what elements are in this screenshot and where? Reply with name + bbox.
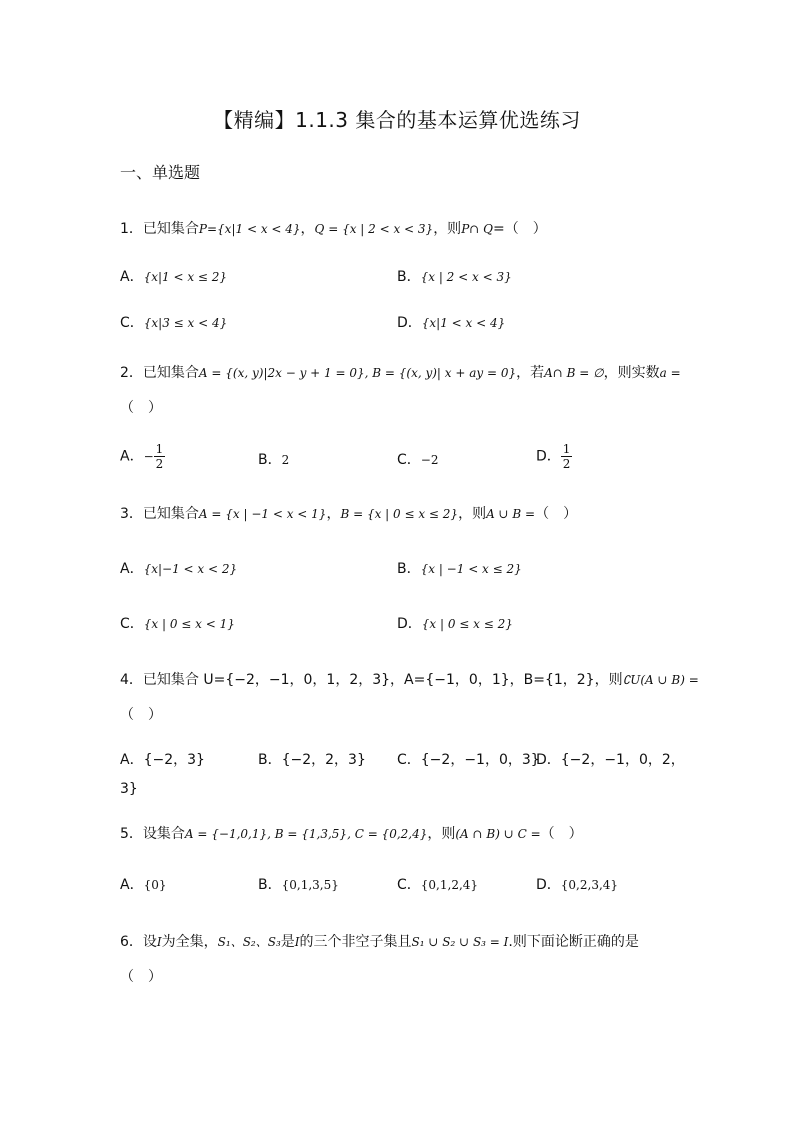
q1-option-b-label: B． [397, 269, 421, 285]
q1-option-d-value: {x|1 < x < 4} [421, 316, 506, 330]
q5-option-d-label: D． [536, 877, 561, 893]
q1-set-q: Q = {x | 2 < x < 3} [314, 222, 434, 236]
q1-expr: P∩ Q [461, 222, 493, 236]
q4-option-a[interactable]: A．{−2，3} [120, 752, 205, 768]
q6-text-3: 的三个非空子集且 [299, 934, 412, 950]
q4-option-b[interactable]: B．{−2，2，3} [258, 752, 366, 768]
q1-option-c-value: {x|3 ≤ x < 4} [143, 316, 228, 330]
q4-option-d-continued: 3} [120, 781, 138, 797]
q4-option-d[interactable]: D．{−2，−1，0，2， [536, 752, 685, 768]
q3-mid: ，则 [458, 506, 487, 522]
q6-prefix: 6．设 [120, 934, 157, 950]
q5-option-a-value: {0} [143, 878, 167, 892]
q3-prefix: 3．已知集合 [120, 506, 199, 522]
q2-prefix: 2．已知集合 [120, 365, 199, 381]
q2-paren: （ ） [120, 400, 162, 416]
q2-cond: A∩ B = ∅ [544, 366, 604, 380]
q1-option-a-value: {x|1 < x ≤ 2} [143, 270, 228, 284]
q3-option-d-value: {x | 0 ≤ x ≤ 2} [421, 617, 513, 631]
q5-option-b-value: {0,1,3,5} [281, 878, 339, 892]
q3-set-a: A = {x | −1 < x < 1} [198, 507, 327, 521]
q1-option-c[interactable] [120, 312, 227, 332]
q2-option-c-label: C． [397, 452, 421, 468]
q2-option-d-label: D． [536, 448, 561, 465]
q3-option-a-value: {x|−1 < x < 2} [143, 562, 238, 576]
q4-text: 4．已知集合 U={−2，−1，0，1，2，3}，A={−1，0，1}，B={1，2}，则 [120, 672, 623, 688]
q1-end: =（ ） [492, 221, 547, 237]
q2-option-a[interactable] [120, 442, 165, 471]
q5-expr2: (A ∩ B) ∪ C = [455, 827, 541, 841]
q1-option-c-label: C． [120, 315, 144, 331]
q5-option-c[interactable] [397, 874, 478, 894]
q5-option-c-value: {0,1,2,4} [420, 878, 479, 892]
question-6-stem [120, 931, 639, 951]
q2-option-d-fraction [561, 442, 573, 471]
q2-end: ，则实数 [603, 365, 660, 381]
q6-paren: （ ） [120, 969, 162, 985]
q1-set-p: P={x|1 < x < 4} [198, 222, 301, 236]
q3-expr: A ∪ B = [486, 507, 536, 521]
q2-option-a-numerator: 1 [155, 442, 164, 456]
q2-option-d-denominator: 2 [562, 457, 571, 471]
q2-option-a-label: A． [120, 448, 144, 465]
q6-expr: S₁ ∪ S₂ ∪ S₃ = I [411, 935, 509, 949]
q1-option-b[interactable] [397, 266, 512, 286]
q2-option-a-denominator: 2 [155, 457, 164, 471]
question-5-stem [120, 823, 583, 843]
question-1-stem [120, 218, 547, 238]
q2-var: a = [659, 366, 681, 380]
q1-option-a[interactable] [120, 266, 227, 286]
q1-mid: ，则 [433, 221, 462, 237]
q1-option-d-label: D． [397, 315, 422, 331]
q3-option-d-label: D． [397, 616, 422, 632]
q2-option-a-sign: − [143, 449, 154, 464]
q2-option-a-fraction [154, 442, 166, 471]
question-3-stem [120, 503, 577, 523]
q3-option-b-label: B． [397, 561, 421, 577]
q1-prefix: 1．已知集合 [120, 221, 199, 237]
q6-text-1: 为全集， [161, 934, 218, 950]
q2-mid: ，若 [516, 365, 545, 381]
q3-option-c-value: {x | 0 ≤ x < 1} [143, 617, 235, 631]
q6-var-i-2: I [294, 935, 300, 949]
q5-end: （ ） [540, 826, 583, 842]
q5-option-c-label: C． [397, 877, 421, 893]
q3-option-c[interactable] [120, 613, 235, 633]
q5-prefix: 5．设集合 [120, 826, 185, 842]
q5-option-d-value: {0,2,3,4} [560, 878, 619, 892]
q2-option-d-numerator: 1 [562, 442, 571, 456]
q3-option-b[interactable] [397, 558, 522, 578]
q3-option-d[interactable] [397, 613, 513, 633]
section-heading: 一、单选题 [120, 163, 201, 182]
q2-option-c-value: −2 [420, 453, 439, 467]
q3-option-a[interactable] [120, 558, 237, 578]
q2-option-d[interactable] [536, 442, 572, 471]
q3-end: （ ） [535, 506, 578, 522]
q2-option-b[interactable] [258, 449, 289, 469]
q5-option-b[interactable] [258, 874, 339, 894]
q3-option-b-value: {x | −1 < x ≤ 2} [420, 562, 522, 576]
q6-text-2: 是 [280, 934, 295, 950]
q2-option-c[interactable] [397, 449, 438, 469]
q5-expr: A = {−1,0,1}, B = {1,3,5}, C = {0,2,4} [184, 827, 428, 841]
q5-mid: ，则 [427, 826, 456, 842]
q2-expr: A = {(x, y)|2x − y + 1 = 0}, B = {(x, y)| x + ay = 0} [198, 366, 517, 380]
q4-expr: ∁U(A ∪ B) = [622, 673, 699, 687]
q1-sep: ， [300, 221, 315, 237]
q6-sets: S₁、S₂、S₃ [217, 935, 281, 949]
q1-option-b-value: {x | 2 < x < 3} [420, 270, 512, 284]
q1-option-d[interactable] [397, 312, 505, 332]
q3-option-c-label: C． [120, 616, 144, 632]
q5-option-a-label: A． [120, 877, 144, 893]
question-4-stem [120, 669, 699, 689]
q5-option-b-label: B． [258, 877, 282, 893]
q2-option-b-label: B． [258, 452, 282, 468]
question-2-stem [120, 362, 681, 382]
page-title: 【精编】1.1.3 集合的基本运算优选练习 [213, 108, 581, 132]
q4-paren: （ ） [120, 707, 162, 723]
q5-option-d[interactable] [536, 874, 618, 894]
q1-option-a-label: A． [120, 269, 144, 285]
q4-option-c[interactable]: C．{−2，−1，0，3} [397, 752, 540, 768]
q3-set-b: B = {x | 0 ≤ x ≤ 2} [340, 507, 459, 521]
q2-option-b-value: 2 [281, 453, 290, 467]
q5-option-a[interactable] [120, 874, 166, 894]
q3-sep: ， [326, 506, 341, 522]
q3-option-a-label: A． [120, 561, 144, 577]
q6-end: .则下面论断正确的是 [508, 934, 639, 950]
q6-var-i: I [156, 935, 162, 949]
